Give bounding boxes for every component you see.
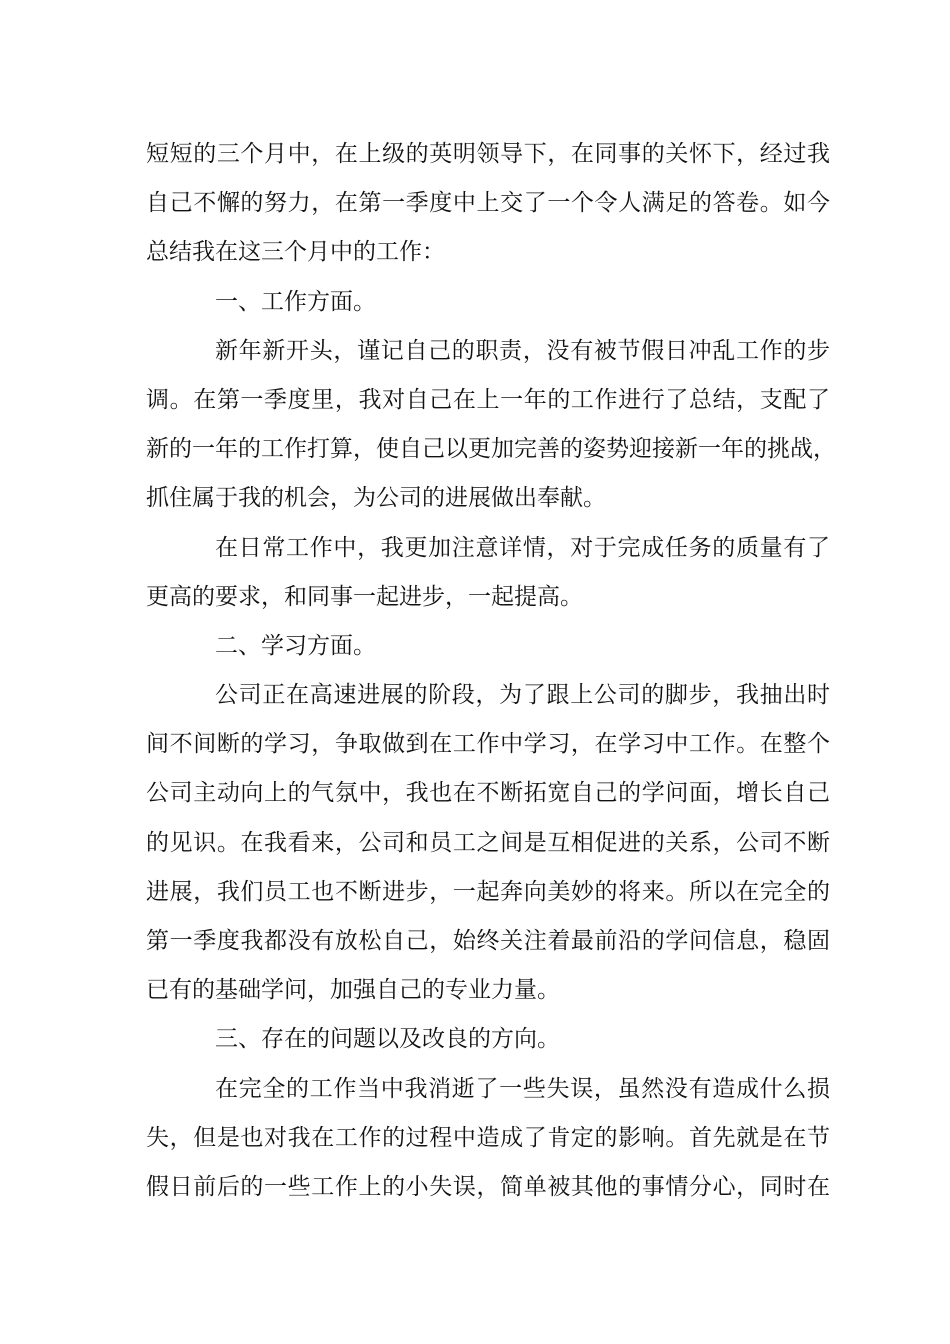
section-heading-3: 三、存在的问题以及改良的方向。	[215, 1026, 560, 1053]
text-line-1: 短短的三个月中，在上级的英明领导下，在同事的关怀下，经过我	[146, 141, 830, 167]
text-line-18: 已有的基础学问，加强自己的专业力量。	[146, 977, 560, 1004]
document-body	[146, 130, 836, 1212]
text-line-15: 的见识。在我看来，公司和员工之间是互相促进的关系，公司不断	[146, 829, 830, 856]
text-line-17: 第一季度我都没有放松自己，始终关注着最前沿的学问信息，稳固	[146, 928, 830, 954]
text-line-12: 公司正在高速进展的阶段，为了跟上公司的脚步，我抽出时	[215, 682, 830, 709]
text-line-20: 在完全的工作当中我消逝了一些失误，虽然没有造成什么损	[215, 1075, 830, 1102]
text-line-5: 新年新开头，谨记自己的职责，没有被节假日冲乱工作的步	[215, 337, 830, 364]
text-line-21: 失，但是也对我在工作的过程中造成了肯定的影响。首先就是在节	[146, 1124, 830, 1151]
section-heading-2: 二、学习方面。	[215, 632, 376, 659]
text-line-13: 间不间断的学习，争取做到在工作中学习，在学习中工作。在整个	[146, 731, 830, 758]
text-line-2: 自己不懈的努力，在第一季度中上交了一个令人满足的答卷。如今	[146, 190, 830, 217]
text-line-8: 抓住属于我的机会，为公司的进展做出奉献。	[146, 485, 606, 512]
text-line-16: 进展，我们员工也不断进步，一起奔向美妙的将来。所以在完全的	[146, 878, 830, 905]
text-line-3: 总结我在这三个月中的工作：	[146, 239, 445, 266]
text-line-22: 假日前后的一些工作上的小失误，简单被其他的事情分心，同时在	[146, 1173, 830, 1200]
text-line-9: 在日常工作中，我更加注意详情，对于完成任务的质量有了	[215, 534, 830, 561]
section-heading-1: 一、工作方面。	[215, 288, 376, 315]
text-line-6: 调。在第一季度里，我对自己在上一年的工作进行了总结，支配了	[146, 386, 830, 413]
text-line-10: 更高的要求，和同事一起进步，一起提高。	[146, 583, 583, 610]
text-line-14: 公司主动向上的气氛中，我也在不断拓宽自己的学问面，增长自己	[146, 780, 830, 807]
text-line-7: 新的一年的工作打算，使自己以更加完善的姿势迎接新一年的挑战，	[146, 436, 836, 463]
